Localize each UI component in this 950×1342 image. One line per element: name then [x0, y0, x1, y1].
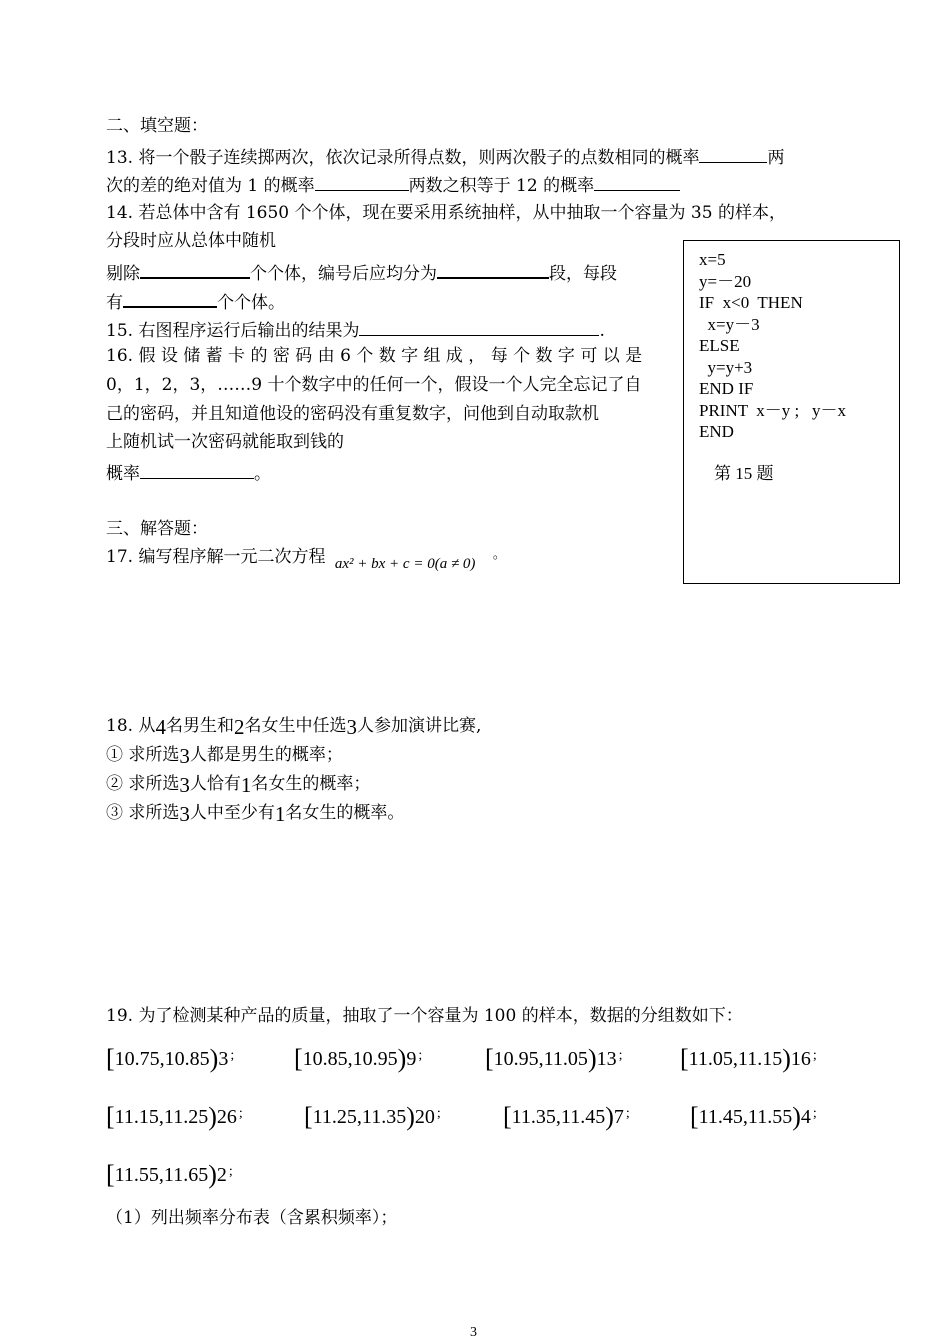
- page-number: 3: [470, 1325, 477, 1340]
- code-line: END IF: [699, 379, 754, 398]
- interval-group: [11.15,11.25)26 ;: [106, 1102, 243, 1131]
- q18-sub3: ③ 求所选3人中至少有1名女生的概率。: [106, 802, 405, 826]
- q19-part1: （1）列出频率分布表（含累积频率）；: [106, 1208, 398, 1228]
- q14-line3: 剔除 个个体，编号后应均分为 段，每段: [106, 264, 617, 284]
- q16-line5: 概率 。: [106, 464, 271, 484]
- q13-line1: 13. 将一个骰子连续掷两次，依次记录所得点数，则两次骰子的点数相同的概率 两: [106, 148, 785, 168]
- q14-line1: 14. 若总体中含有 1650 个个体，现在要采用系统抽样，从中抽取一个容量为 35 的样本，: [106, 203, 786, 223]
- code-caption: 第 15 题: [714, 464, 774, 483]
- program-box: [683, 240, 900, 584]
- code-line: IF x<0 THEN: [699, 293, 803, 312]
- interval-group: [11.45,11.55)4 ;: [690, 1102, 817, 1131]
- q16-line3: 己的密码，并且知道他设的密码没有重复数字，问他到自动取款机: [106, 404, 599, 424]
- q16-line1: 16. 假 设 储 蓄 卡 的 密 码 由 6 个 数 字 组 成 ， 每 个 数 字 可 以 是: [106, 346, 643, 366]
- interval-group: [10.85,10.95)9 ;: [294, 1044, 423, 1073]
- interval-group: [11.35,11.45)7 ;: [503, 1102, 630, 1131]
- interval-group: [10.75,10.85)3 ;: [106, 1044, 235, 1073]
- q16-line2: 0，1，2，3，……9 十个数字中的任何一个，假设一个人完全忘记了自: [106, 375, 642, 395]
- q14-line2: 分段时应从总体中随机: [106, 231, 276, 251]
- q18-sub1: ① 求所选3人都是男生的概率；: [106, 744, 343, 768]
- section-answer-heading: 三、解答题：: [106, 519, 208, 539]
- code-line: x=y－3: [699, 315, 760, 334]
- interval-group: [11.25,11.35)20 ;: [304, 1102, 441, 1131]
- q16-line4: 上随机试一次密码就能取到钱的: [106, 432, 344, 452]
- q18-line1: 18. 从4名男生和2名女生中任选3人参加演讲比赛,: [106, 715, 482, 739]
- q13-line2: 次的差的绝对值为 1 的概率 两数之积等于 12 的概率: [106, 175, 680, 195]
- code-line: ELSE: [699, 336, 740, 355]
- code-line: PRINT x－y ; y－x: [699, 401, 847, 420]
- q14-line4: 有 个个体。: [106, 293, 285, 313]
- interval-group: [11.55,11.65)2 ;: [106, 1160, 233, 1189]
- interval-group: [10.95,11.05)13 ;: [485, 1044, 623, 1073]
- q18-sub2: ② 求所选3人恰有1名女生的概率；: [106, 773, 371, 797]
- q19-intro: 19. 为了检测某种产品的质量，抽取了一个容量为 100 的样本，数据的分组数如下：: [106, 1006, 743, 1026]
- code-line: END: [699, 422, 734, 441]
- code-line: x=5: [699, 250, 726, 269]
- quadratic-equation: ax² + bx + c = 0(a ≠ 0): [334, 556, 476, 572]
- interval-group: [11.05,11.15)16 ;: [680, 1044, 817, 1073]
- section-fill-heading: 二、填空题：: [106, 116, 208, 136]
- q17-text: 17. 编写程序解一元二次方程 ax² + bx + c = 0(a ≠ 0) 。: [106, 547, 506, 572]
- q15-text: 15. 右图程序运行后输出的结果为 .: [106, 321, 605, 341]
- code-line: y=y+3: [699, 358, 753, 377]
- code-line: y=－20: [699, 272, 752, 291]
